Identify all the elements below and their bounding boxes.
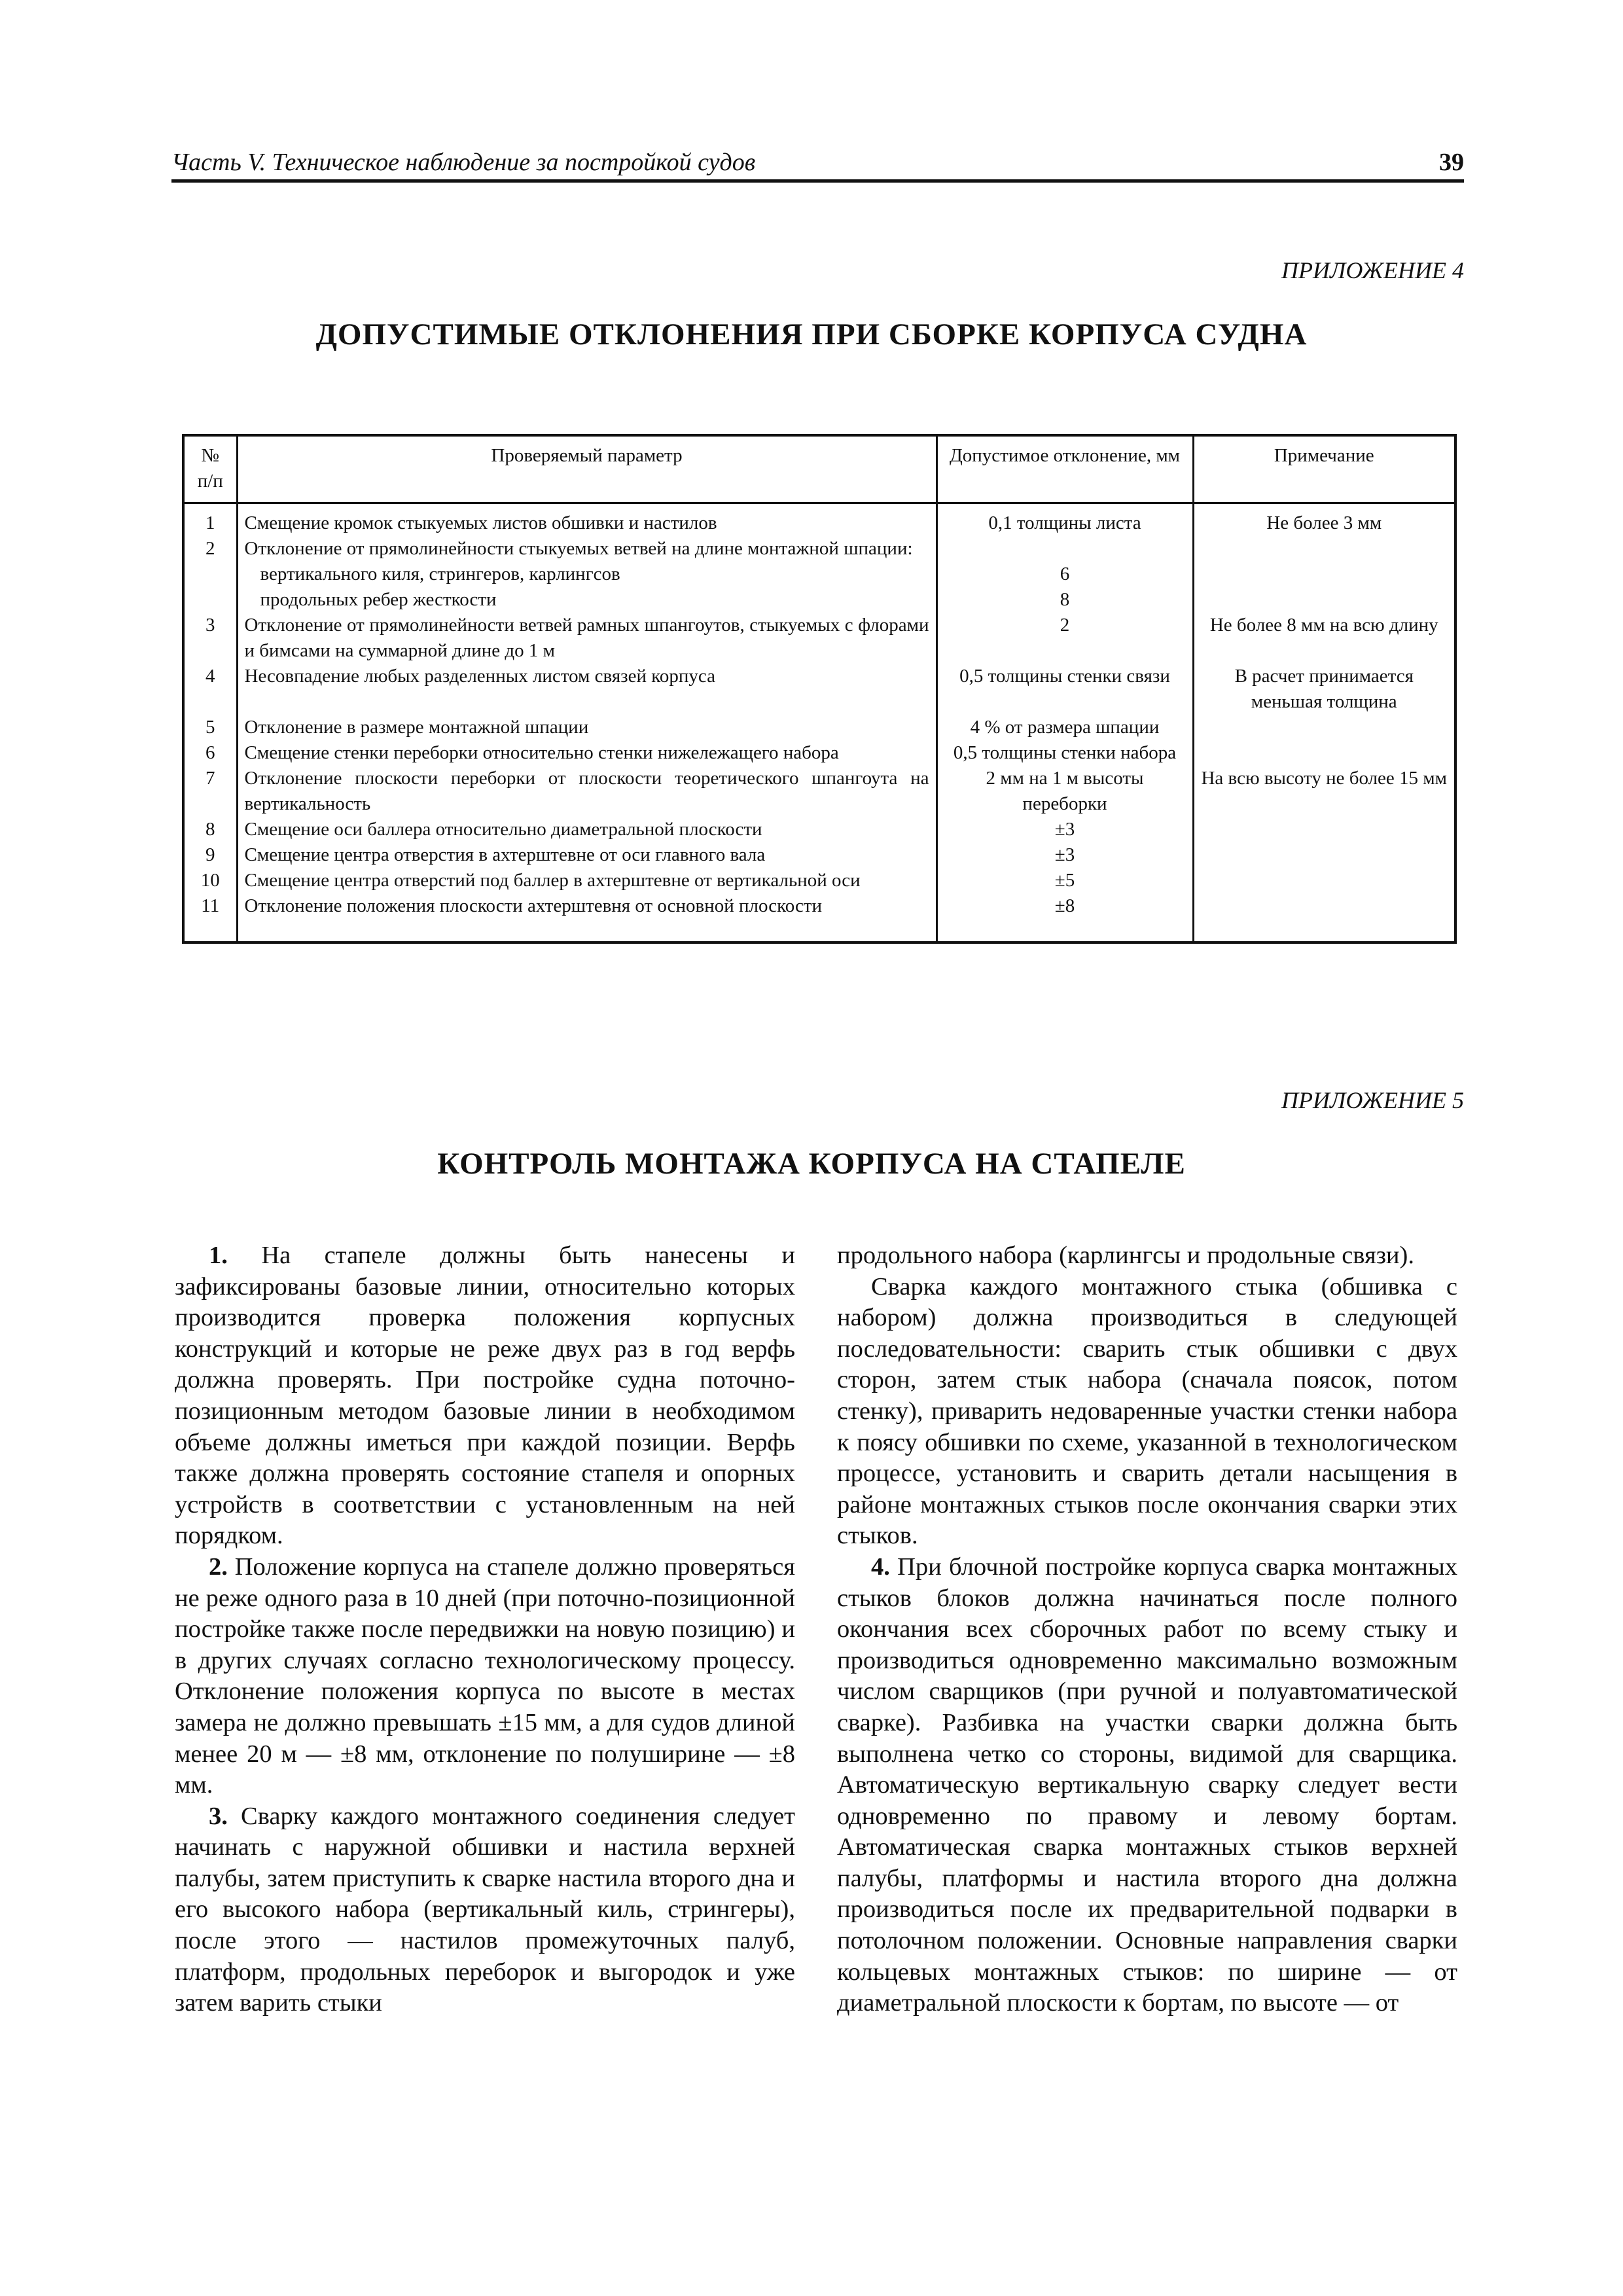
table-row bbox=[183, 613, 1455, 664]
row-number: 9 bbox=[183, 842, 237, 868]
row-number: 10 bbox=[183, 868, 237, 893]
row-parameter: Отклонение положения плоскости ахтерштевня от основной плоскости bbox=[237, 893, 936, 942]
row-parameter: Смещение стенки переборки относительно стенки нижележащего набора bbox=[237, 740, 936, 766]
row-parameter: Смещение оси баллера относительно диаметральной плоскости bbox=[237, 817, 936, 842]
row-deviation bbox=[936, 536, 1193, 562]
row-note bbox=[1193, 817, 1455, 842]
row-deviation: ±3 bbox=[936, 842, 1193, 868]
row-deviation: 4 % от размера шпации bbox=[936, 715, 1193, 740]
table-row bbox=[183, 503, 1455, 537]
appendix-4-label: ПРИЛОЖЕНИЕ 4 bbox=[1281, 257, 1464, 283]
row-deviation: 6 bbox=[936, 562, 1193, 587]
row-parameter: Отклонение от прямолинейности ветвей рамных шпангоутов, стыкуемых с флорами и бимсами на суммарной длине до 1 м bbox=[237, 613, 936, 664]
page-number: 39 bbox=[1439, 149, 1464, 176]
table-header-row bbox=[183, 435, 1455, 503]
header-deviation: Допустимое отклонение, мм bbox=[936, 435, 1193, 503]
row-number bbox=[183, 587, 237, 613]
table-row bbox=[183, 715, 1455, 740]
table-row bbox=[183, 740, 1455, 766]
row-number: 6 bbox=[183, 740, 237, 766]
row-deviation: 0,5 толщины стенки связи bbox=[936, 664, 1193, 715]
table-row bbox=[183, 664, 1455, 715]
row-note bbox=[1193, 715, 1455, 740]
paragraph-2: 2. Положение корпуса на стапеле должно проверяться не реже одного раза в 10 дней (при поточно-позиционной постройке также после передвижки на новую позицию) и в других случаях согласно технологическому процессу. Отклонение положения корпуса по высоте в местах замера не должно превышать ±15 мм, а для судов длиной менее 20 м — ±8 мм, отклонение по полуширине — ±8 мм. bbox=[175, 1552, 795, 1799]
row-note bbox=[1193, 842, 1455, 868]
row-note bbox=[1193, 536, 1455, 562]
row-note bbox=[1193, 587, 1455, 613]
row-deviation: ±3 bbox=[936, 817, 1193, 842]
table-row bbox=[183, 766, 1455, 817]
paragraph-3-continuation: продольного набора (карлингсы и продольные связи). bbox=[837, 1242, 1414, 1269]
tolerances-table bbox=[182, 434, 1457, 944]
row-deviation: 2 bbox=[936, 613, 1193, 664]
row-deviation: 8 bbox=[936, 587, 1193, 613]
row-parameter: Отклонение в размере монтажной шпации bbox=[237, 715, 936, 740]
row-deviation: 0,5 толщины стенки набора bbox=[936, 740, 1193, 766]
row-deviation: ±8 bbox=[936, 893, 1193, 942]
row-parameter: вертикального киля, стрингеров, карлингсов bbox=[237, 562, 936, 587]
row-note bbox=[1193, 740, 1455, 766]
row-note bbox=[1193, 893, 1455, 942]
row-note: Не более 3 мм bbox=[1193, 503, 1455, 537]
row-note bbox=[1193, 562, 1455, 587]
row-note bbox=[1193, 868, 1455, 893]
running-title: Часть V. Техническое наблюдение за постройкой судов bbox=[171, 149, 756, 176]
table-row bbox=[183, 536, 1455, 562]
row-parameter: Смещение кромок стыкуемых листов обшивки и настилов bbox=[237, 503, 936, 537]
right-text-column bbox=[837, 1240, 1457, 2019]
table-row bbox=[183, 893, 1455, 942]
table-row bbox=[183, 868, 1455, 893]
row-deviation: 2 мм на 1 м высоты переборки bbox=[936, 766, 1193, 817]
header-param: Проверяемый параметр bbox=[237, 435, 936, 503]
row-note: Не более 8 мм на всю длину bbox=[1193, 613, 1455, 664]
appendix-5-label: ПРИЛОЖЕНИЕ 5 bbox=[1281, 1087, 1464, 1113]
paragraph-4: 4. При блочной постройке корпуса сварка монтажных стыков блоков должна начинаться после полного окончания всех сборочных работ по всему стыку и производиться одновременно максимально возможным числом сварщиков (при ручной и полуавтоматической сварке). Разбивка на участки сварки должна быть выполнена четко со стороны, видимой для сварщика. Автоматическую вертикальную сварку следует вести одновременно по правому и левому бортам. Автоматическая сварка монтажных стыков верхней палубы, платформы и настила второго дна должна производиться после их предварительной подварки в потолочном положении. Основные направления сварки кольцевых монтажных стыков: по ширине — от диаметральной плоскости к бортам, по высоте — от bbox=[837, 1552, 1457, 2017]
table-row bbox=[183, 587, 1455, 613]
row-number: 8 bbox=[183, 817, 237, 842]
header-note: Примечание bbox=[1193, 435, 1455, 503]
row-parameter: продольных ребер жесткости bbox=[237, 587, 936, 613]
table-body bbox=[183, 503, 1455, 943]
row-number: 3 bbox=[183, 613, 237, 664]
header-num: № п/п bbox=[183, 435, 237, 503]
left-text-column bbox=[175, 1240, 795, 2019]
row-note: На всю высоту не более 15 мм bbox=[1193, 766, 1455, 817]
paragraph-1: 1. На стапеле должны быть нанесены и зафиксированы базовые линии, относительно которых производится проверка положения корпусных конструкций и которые не реже двух раз в год верфь должна проверять. При постройке судна поточно-позиционным методом базовые линии в необходимом объеме должны иметься при каждой позиции. Верфь также должна проверять состояние стапеля и опорных устройств в соответствии с установленным на ней порядком. bbox=[175, 1242, 795, 1550]
table-row bbox=[183, 842, 1455, 868]
row-deviation: 0,1 толщины листа bbox=[936, 503, 1193, 537]
paragraph-3: 3. Сварку каждого монтажного соединения следует начинать с наружной обшивки и настила верхней палубы, затем приступить к сварке настила второго дна и его высокого набора (вертикальный киль, стрингеры), после этого — настилов промежуточных палуб, платформ, продольных переборок и выгородок и уже затем варить стыки bbox=[175, 1802, 795, 2017]
row-deviation: ±5 bbox=[936, 868, 1193, 893]
appendix-4-title: ДОПУСТИМЫЕ ОТКЛОНЕНИЯ ПРИ СБОРКЕ КОРПУСА СУДНА bbox=[315, 317, 1308, 351]
row-parameter: Отклонение от прямолинейности стыкуемых ветвей на длине монтажной шпации: bbox=[237, 536, 936, 562]
appendix-5-title: КОНТРОЛЬ МОНТАЖА КОРПУСА НА СТАПЕЛЕ bbox=[437, 1147, 1186, 1181]
running-header bbox=[171, 145, 1464, 183]
row-number: 11 bbox=[183, 893, 237, 942]
row-note: В расчет принимается меньшая толщина bbox=[1193, 664, 1455, 715]
row-parameter: Отклонение плоскости переборки от плоскости теоретического шпангоута на вертикальность bbox=[237, 766, 936, 817]
row-number bbox=[183, 562, 237, 587]
row-number: 7 bbox=[183, 766, 237, 817]
row-number: 5 bbox=[183, 715, 237, 740]
row-number: 4 bbox=[183, 664, 237, 715]
row-parameter: Смещение центра отверстия в ахтерштевне от оси главного вала bbox=[237, 842, 936, 868]
row-number: 1 bbox=[183, 503, 237, 537]
row-parameter: Смещение центра отверстий под баллер в ахтерштевне от вертикальной оси bbox=[237, 868, 936, 893]
table-row bbox=[183, 562, 1455, 587]
table-row bbox=[183, 817, 1455, 842]
row-number: 2 bbox=[183, 536, 237, 562]
row-parameter: Несовпадение любых разделенных листом связей корпуса bbox=[237, 664, 936, 715]
paragraph-weld-sequence: Сварка каждого монтажного стыка (обшивка с набором) должна производиться в следующей последовательности: сварить стык обшивки с двух сторон, затем стык набора (сначала поясок, потом стенку), приварить недоваренные участки стенки набора к поясу обшивки по схеме, указанной в технологическом процессе, установить и сварить детали насыщения в районе монтажных стыков после окончания сварки этих стыков. bbox=[837, 1272, 1457, 1550]
